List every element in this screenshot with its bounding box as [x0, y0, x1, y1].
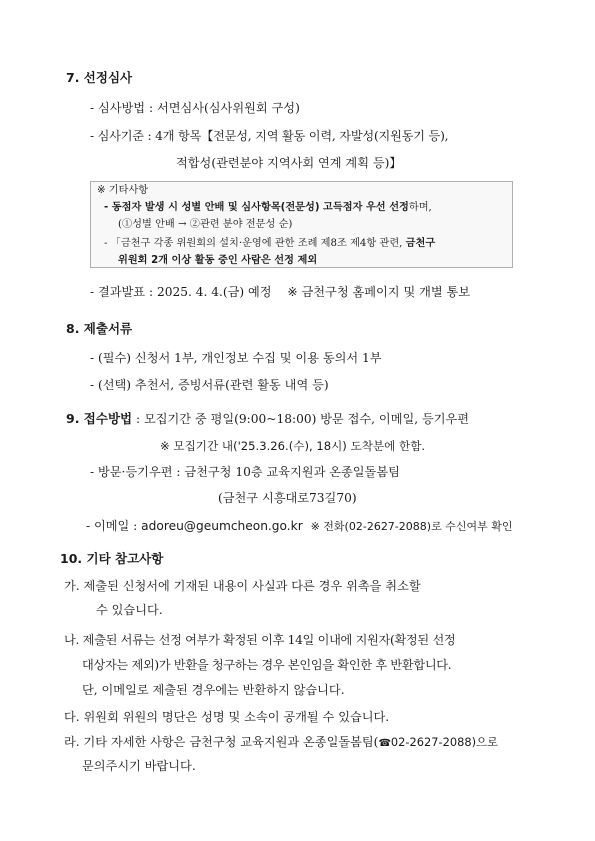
- email-label: - 이메일 :: [86, 519, 142, 533]
- note-ga-1: 가. 제출된 신청서에 기재된 내용이 사실과 다른 경우 위촉을 취소할: [64, 579, 421, 593]
- note-ra-phone: 02-2627-2088)으로: [390, 735, 499, 749]
- section-9-title: 9. 접수방법: [66, 411, 133, 426]
- review-criteria-cont: 적합성(관련분야 지역사회 연계 계획 등)】: [176, 156, 402, 170]
- email-note: ※ 전화(02-2627-2088)로 수신여부 확인: [310, 520, 513, 533]
- section-9-line: [66, 411, 469, 427]
- section-7-title: 7. 선정심사: [66, 70, 133, 85]
- note-ra-2: 문의주시기 바랍니다.: [82, 759, 196, 773]
- note-line-1: [104, 201, 432, 214]
- note-ga-2: 수 있습니다.: [96, 603, 163, 617]
- note-line-1-bold: - 동점자 발생 시 성별 안배 및 심사항목(전문성) 고득점자 우선 선정: [104, 202, 409, 213]
- note-line-4: 위원회 2개 이상 활동 중인 사람은 선정 제외: [118, 255, 318, 266]
- result-note: ※ 금천구청 홈페이지 및 개별 통보: [287, 285, 471, 299]
- docs-required: - (필수) 신청서 1부, 개인정보 수집 및 이용 동의서 1부: [90, 351, 382, 365]
- section-10-title: 10. 기타 참고사항: [60, 551, 164, 566]
- note-na-1: 나. 제출된 서류는 선정 여부가 확정된 이후 14일 이내에 지원자(확정된 선정: [64, 633, 456, 647]
- section-9-desc: : 모집기간 중 평일(9:00~18:00) 방문 접수, 이메일, 등기우편: [132, 412, 470, 426]
- note-title: ※ 기타사항: [97, 185, 149, 196]
- note-line-2: (①성별 안배 → ②관련 분야 전문성 순): [118, 219, 293, 230]
- note-line-3-bold: 금천구: [405, 238, 436, 249]
- note-na-3: 단, 이메일로 제출된 경우에는 반환하지 않습니다.: [82, 683, 345, 697]
- note-ra-1-text: 라. 기타 자세한 사항은 금천구청 교육지원과 온종일돌봄팀(: [64, 735, 379, 749]
- deadline-note: ※ 모집기간 내('25.3.26.(수), 18시) 도착분에 한함.: [160, 439, 426, 453]
- note-da: 다. 위원회 위원의 명단은 성명 및 소속이 공개될 수 있습니다.: [64, 710, 390, 724]
- visit-mail: - 방문·등기우편 : 금천구청 10층 교육지원과 온종일돌봄팀: [90, 465, 400, 479]
- note-line-3-head: - 「금천구 각종 위원회의 설치·운영에 관한 조례 제8조 제4항 관련,: [104, 238, 403, 249]
- review-method: - 심사방법 : 서면심사(심사위원회 구성): [90, 101, 300, 115]
- docs-optional: - (선택) 추천서, 증빙서류(관련 활동 내역 등): [90, 378, 329, 392]
- review-criteria: - 심사기준 : 4개 항목【전문성, 지역 활동 이력, 자발성(지원동기 등),: [90, 129, 449, 143]
- email-line: [86, 519, 512, 534]
- note-ra-1: [64, 735, 498, 751]
- section-8-title: 8. 제출서류: [66, 321, 133, 336]
- note-line-1-tail: 하며,: [408, 202, 432, 213]
- phone-icon: ☎: [378, 738, 391, 749]
- note-na-2: 대상자는 제외)가 반환을 청구하는 경우 본인임을 확인한 후 반환합니다.: [82, 658, 452, 672]
- address: (금천구 시흥대로73길70): [218, 491, 357, 505]
- email-address[interactable]: adoreu@geumcheon.go.kr: [141, 519, 303, 533]
- result-date-text: - 결과발표 : 2025. 4. 4.(금) 예정: [90, 285, 272, 299]
- result-date: [90, 285, 470, 300]
- note-line-3: [104, 237, 435, 250]
